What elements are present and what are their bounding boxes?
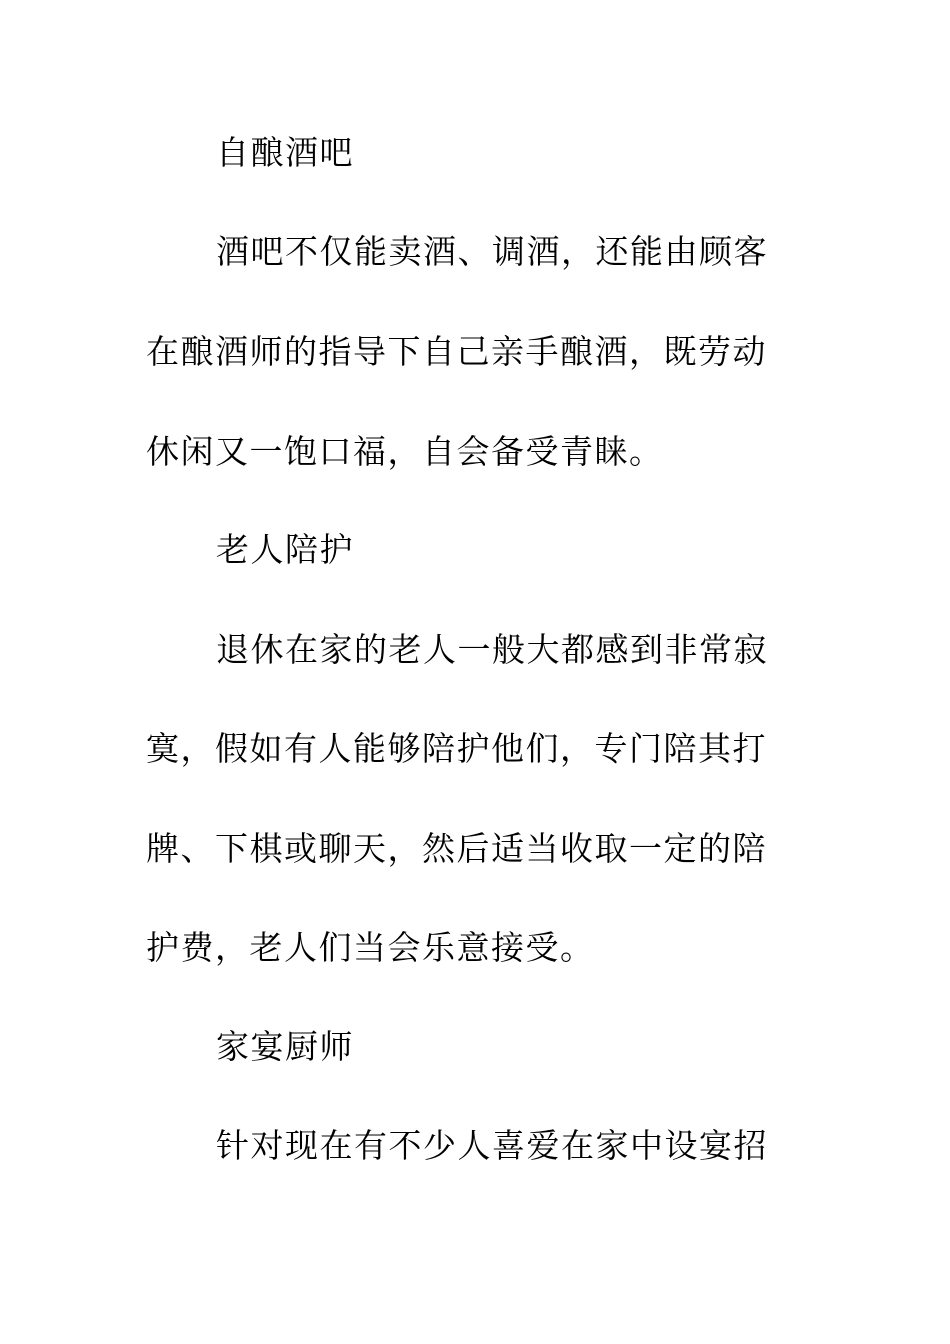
- heading-home-brew-bar: 自酿酒吧: [216, 133, 354, 172]
- paragraph-line: 寞，假如有人能够陪护他们，专门陪其打: [146, 729, 767, 768]
- paragraph-line: 在酿酒师的指导下自己亲手酿酒，既劳动: [146, 332, 767, 371]
- paragraph-line: 休闲又一饱口福，自会备受青睐。: [146, 432, 664, 471]
- heading-elderly-companion: 老人陪护: [216, 530, 354, 569]
- paragraph-line: 牌、下棋或聊天，然后适当收取一定的陪: [146, 829, 767, 868]
- paragraph-line: 护费，老人们当会乐意接受。: [146, 928, 595, 967]
- paragraph-line: 酒吧不仅能卖酒、调酒，还能由顾客: [216, 232, 768, 271]
- paragraph-line: 退休在家的老人一般大都感到非常寂: [216, 630, 768, 669]
- paragraph-line: 针对现在有不少人喜爱在家中设宴招: [216, 1126, 768, 1165]
- heading-home-banquet-chef: 家宴厨师: [216, 1027, 354, 1066]
